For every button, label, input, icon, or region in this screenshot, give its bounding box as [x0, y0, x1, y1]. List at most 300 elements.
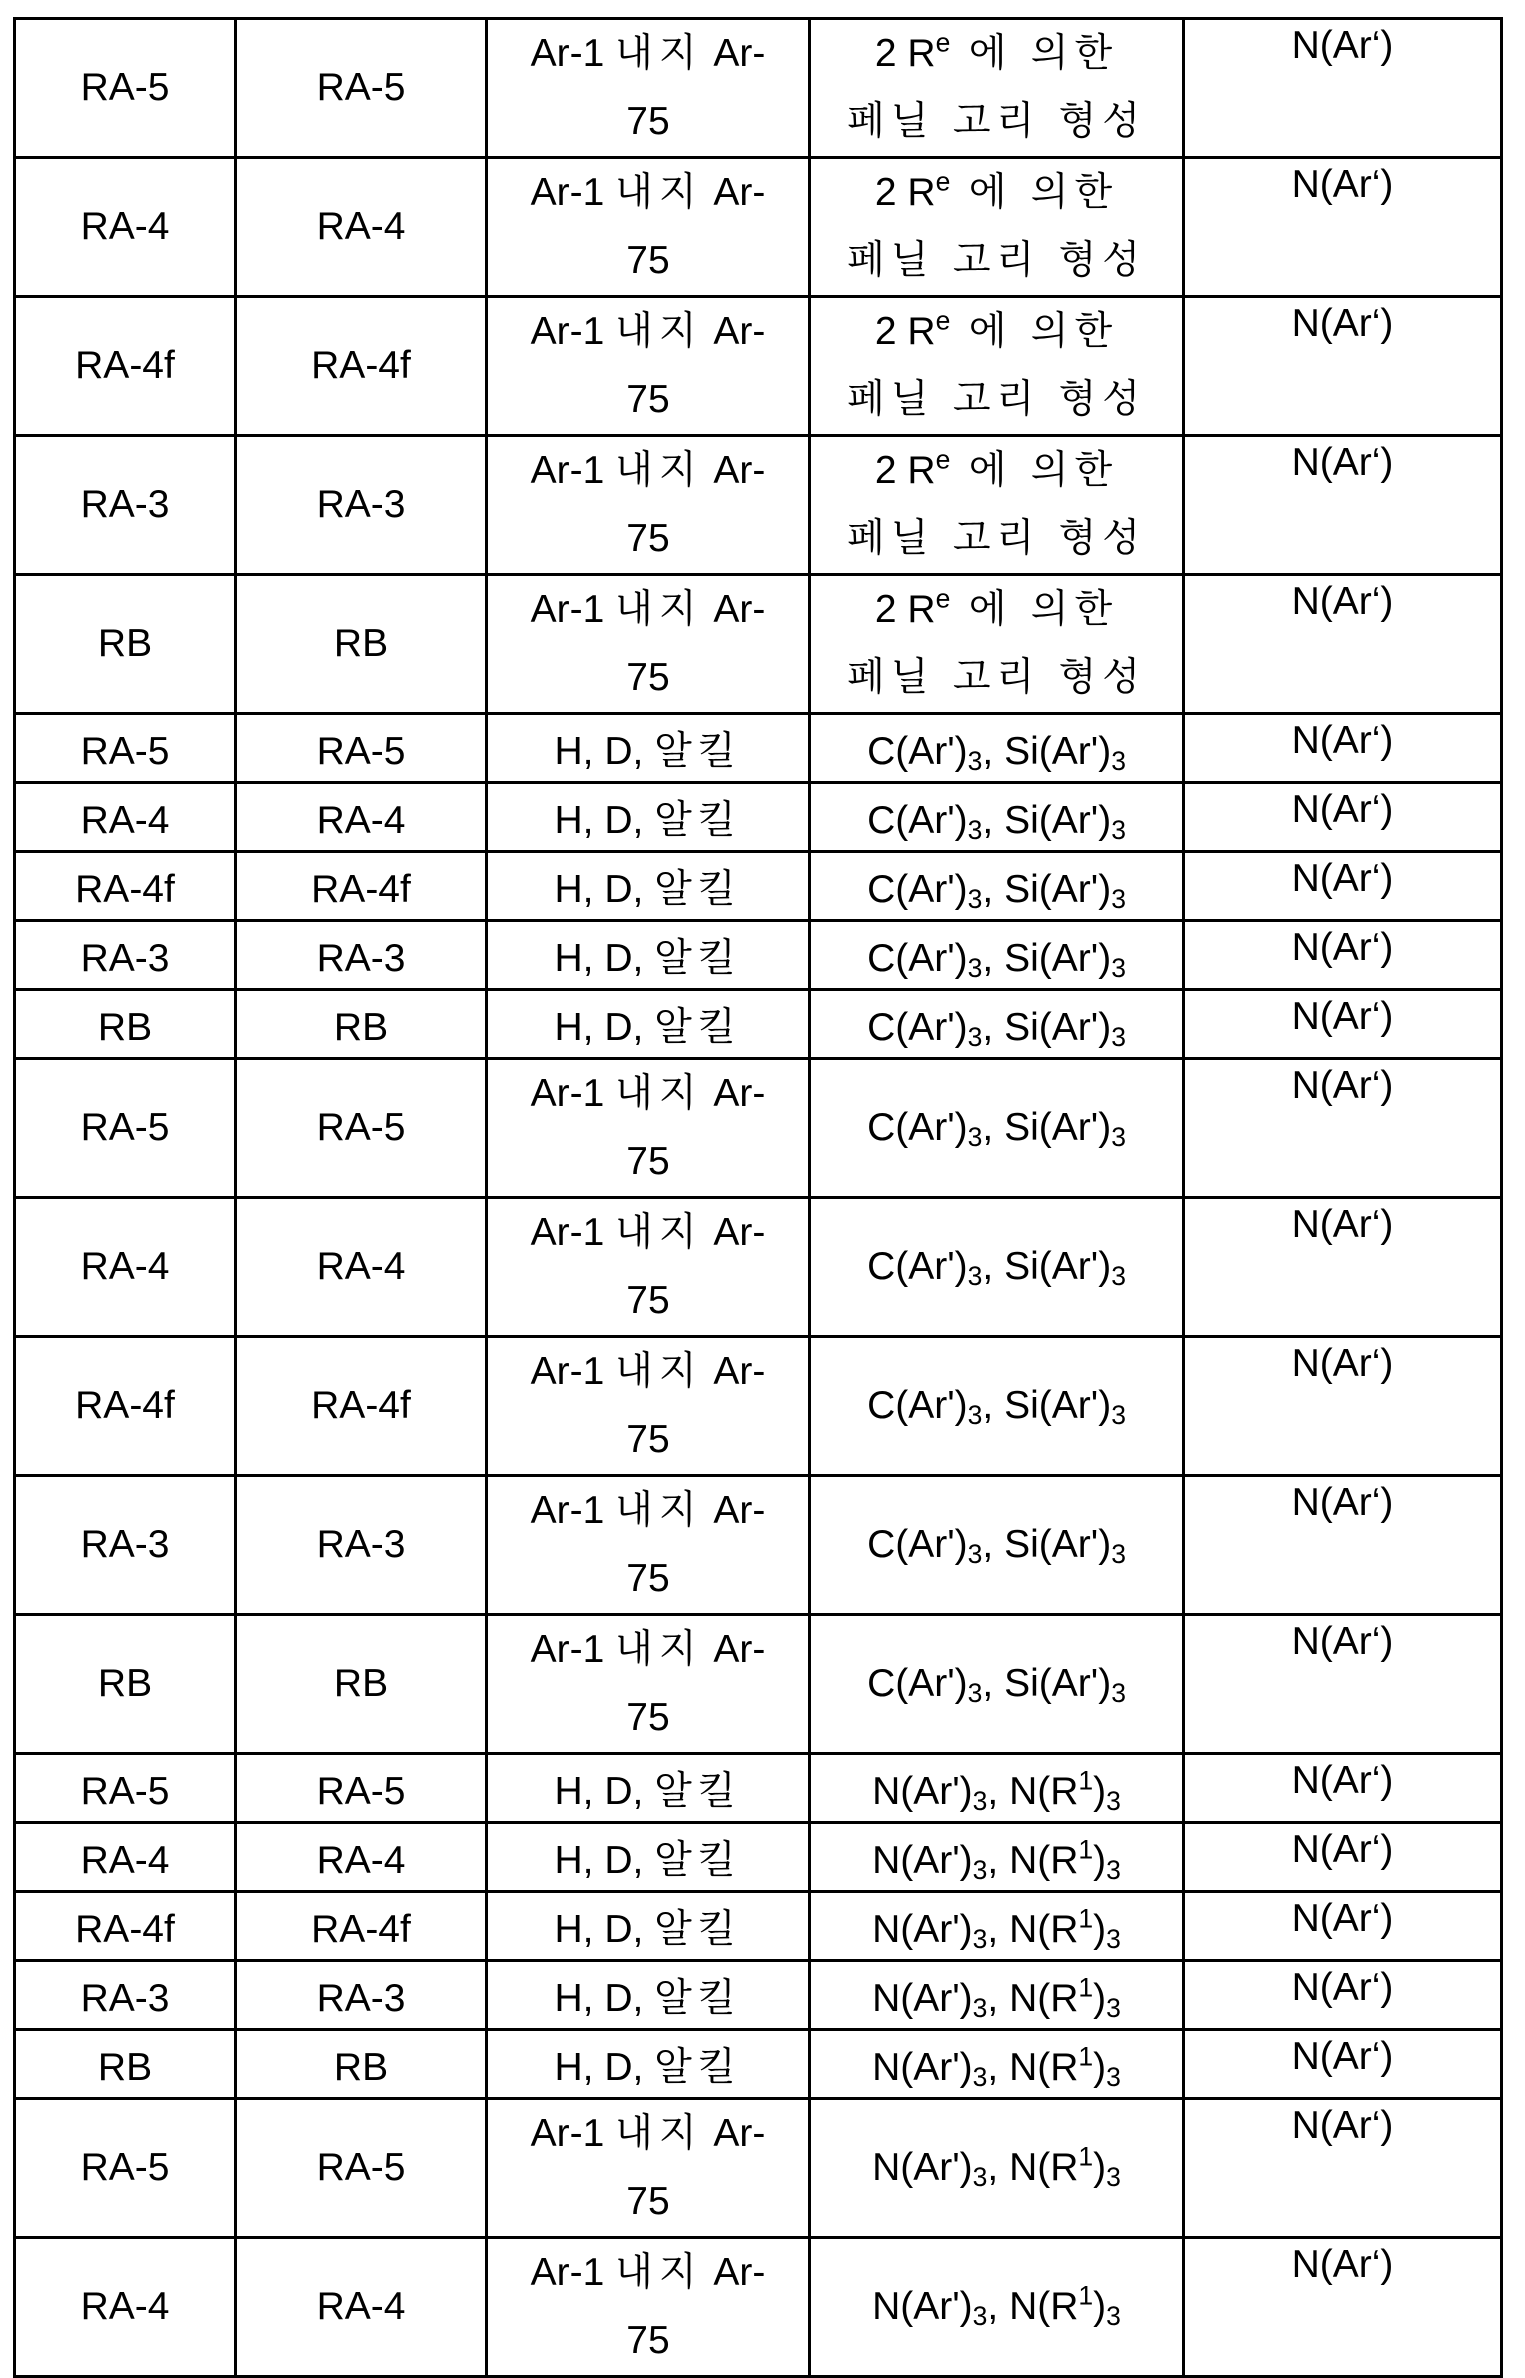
cell-group: [810, 990, 1184, 1059]
cell-n-ar: N(Ar‘): [1184, 1961, 1502, 2030]
ko-to: 내지: [615, 587, 703, 632]
ar-end-number: 75: [626, 656, 670, 699]
formula-n-ar: N(Ar'): [872, 2046, 973, 2089]
formula-n-ar: N(Ar'): [872, 1839, 973, 1882]
table-body: [15, 19, 1502, 2377]
cell-ring-b: RA-5: [236, 714, 487, 783]
subscript: 3: [972, 1923, 988, 1954]
separator: ,: [987, 1977, 1010, 2020]
ar-end-prefix: Ar-: [702, 1211, 766, 1254]
formula-n-r: N(R: [1009, 1839, 1079, 1882]
cell-ring-b: RA-5: [236, 19, 487, 158]
ar-end-prefix: Ar-: [702, 310, 766, 353]
table-row: [15, 2238, 1502, 2377]
formula-si: Si(Ar'): [1004, 937, 1112, 980]
re-prefix: 2 R: [874, 310, 936, 353]
re-prefix: 2 R: [874, 588, 936, 631]
cell-substituent: [487, 297, 810, 436]
cell-n-ar: N(Ar‘): [1184, 2030, 1502, 2099]
cell-ring-a: RB: [15, 2030, 236, 2099]
cell-group: [810, 1754, 1184, 1823]
separator: ,: [982, 1662, 1005, 1705]
formula-si: Si(Ar'): [1004, 1245, 1112, 1288]
separator: ,: [987, 2046, 1010, 2089]
subscript: 3: [1106, 2300, 1121, 2331]
subscript: 3: [1111, 814, 1126, 845]
cell-group: [810, 1476, 1184, 1615]
cell-group: [810, 436, 1184, 575]
ar-end-number: 75: [626, 378, 670, 421]
ko-to: 내지: [615, 31, 703, 76]
cell-ring-a: RB: [15, 990, 236, 1059]
ko-phenyl-ring: 페닐 고리 형성: [847, 516, 1146, 561]
table-row: [15, 990, 1502, 1059]
subscript: 3: [1106, 2161, 1121, 2192]
hd-prefix: H, D,: [554, 730, 655, 773]
ar-end-prefix: Ar-: [702, 171, 766, 214]
table-row: [15, 1892, 1502, 1961]
formula-si: Si(Ar'): [1004, 1662, 1112, 1705]
formula-c: C(Ar'): [867, 1106, 968, 1149]
cell-ring-a: RA-3: [15, 921, 236, 990]
ar-end-number: 75: [626, 100, 670, 143]
cell-substituent: [487, 852, 810, 921]
formula-c: C(Ar'): [867, 1662, 968, 1705]
cell-substituent: [487, 990, 810, 1059]
cell-ring-b: RA-5: [236, 2099, 487, 2238]
ko-to: 내지: [615, 1071, 703, 1116]
hd-prefix: H, D,: [554, 1770, 655, 1813]
table-row: [15, 297, 1502, 436]
ar-end-prefix: Ar-: [702, 449, 766, 492]
ko-to: 내지: [615, 1488, 703, 1533]
table-row: [15, 1198, 1502, 1337]
cell-group: [810, 297, 1184, 436]
cell-ring-a: RA-4f: [15, 1337, 236, 1476]
ko-by: 에 의한: [950, 31, 1119, 76]
cell-ring-b: RA-4f: [236, 852, 487, 921]
hd-prefix: H, D,: [554, 799, 655, 842]
cell-ring-b: RB: [236, 2030, 487, 2099]
separator: ,: [987, 2285, 1010, 2328]
cell-n-ar: N(Ar‘): [1184, 158, 1502, 297]
cell-group: [810, 783, 1184, 852]
subscript: 3: [1111, 745, 1126, 776]
ko-phenyl-ring: 페닐 고리 형성: [847, 655, 1146, 700]
cell-group: [810, 19, 1184, 158]
cell-ring-a: RA-4: [15, 783, 236, 852]
ar-start: Ar-1: [530, 32, 616, 75]
ko-alkyl: 알킬: [654, 1005, 742, 1050]
cell-substituent: [487, 1615, 810, 1754]
ko-to: 내지: [615, 448, 703, 493]
ko-to: 내지: [615, 170, 703, 215]
subscript: 3: [967, 1121, 983, 1152]
ko-alkyl: 알킬: [654, 1976, 742, 2021]
cell-ring-b: RA-5: [236, 1059, 487, 1198]
cell-substituent: [487, 158, 810, 297]
ko-alkyl: 알킬: [654, 1907, 742, 1952]
subscript: 3: [1111, 1260, 1126, 1291]
subscript: 3: [967, 1260, 983, 1291]
cell-ring-a: RA-4f: [15, 297, 236, 436]
formula-n-ar: N(Ar'): [872, 2146, 973, 2189]
formula-n-r: N(R: [1009, 1908, 1079, 1951]
cell-n-ar: N(Ar‘): [1184, 852, 1502, 921]
formula-c: C(Ar'): [867, 937, 968, 980]
table-row: [15, 852, 1502, 921]
subscript: 3: [1111, 952, 1126, 983]
cell-substituent: [487, 714, 810, 783]
table-row: [15, 1059, 1502, 1198]
separator: ,: [987, 1908, 1010, 1951]
formula-c: C(Ar'): [867, 799, 968, 842]
ar-start: Ar-1: [530, 1489, 616, 1532]
ar-end-number: 75: [626, 1418, 670, 1461]
cell-n-ar: N(Ar‘): [1184, 1059, 1502, 1198]
cell-group: [810, 714, 1184, 783]
ko-to: 내지: [615, 2111, 703, 2156]
subscript: 3: [967, 1538, 983, 1569]
cell-n-ar: N(Ar‘): [1184, 436, 1502, 575]
cell-ring-b: RA-4f: [236, 297, 487, 436]
cell-substituent: [487, 1476, 810, 1615]
re-prefix: 2 R: [874, 171, 936, 214]
subscript: 3: [967, 814, 983, 845]
superscript: 1: [1078, 1972, 1094, 2003]
separator: ,: [982, 1245, 1005, 1288]
subscript: 3: [1106, 1785, 1121, 1816]
table-row: [15, 1754, 1502, 1823]
ar-end-prefix: Ar-: [702, 1628, 766, 1671]
cell-substituent: [487, 1961, 810, 2030]
subscript: 3: [972, 2161, 988, 2192]
ar-end-prefix: Ar-: [702, 1350, 766, 1393]
close-paren: ): [1093, 1839, 1107, 1882]
ar-end-number: 75: [626, 239, 670, 282]
cell-group: [810, 1961, 1184, 2030]
ko-phenyl-ring: 페닐 고리 형성: [847, 377, 1146, 422]
cell-group: [810, 921, 1184, 990]
table-row: [15, 575, 1502, 714]
cell-ring-b: RB: [236, 990, 487, 1059]
hd-prefix: H, D,: [554, 1839, 655, 1882]
cell-ring-a: RA-4f: [15, 852, 236, 921]
ar-end-prefix: Ar-: [702, 2112, 766, 2155]
ko-to: 내지: [615, 309, 703, 354]
formula-c: C(Ar'): [867, 1006, 968, 1049]
superscript: 1: [1078, 2141, 1094, 2172]
cell-group: [810, 1059, 1184, 1198]
subscript: 3: [967, 1021, 983, 1052]
ar-start: Ar-1: [530, 1211, 616, 1254]
subscript: 3: [972, 1785, 988, 1816]
ar-end-prefix: Ar-: [702, 1072, 766, 1115]
subscript: 3: [967, 745, 983, 776]
cell-substituent: [487, 1337, 810, 1476]
ko-alkyl: 알킬: [654, 2045, 742, 2090]
hd-prefix: H, D,: [554, 1908, 655, 1951]
cell-ring-a: RA-4: [15, 1823, 236, 1892]
cell-substituent: [487, 2099, 810, 2238]
ar-end-number: 75: [626, 1557, 670, 1600]
cell-ring-b: RA-5: [236, 1754, 487, 1823]
ar-end-number: 75: [626, 2319, 670, 2362]
ko-to: 내지: [615, 1349, 703, 1394]
superscript: 1: [1078, 1903, 1094, 1934]
formula-c: C(Ar'): [867, 1245, 968, 1288]
formula-n-r: N(R: [1009, 2146, 1079, 2189]
cell-substituent: [487, 1059, 810, 1198]
ko-phenyl-ring: 페닐 고리 형성: [847, 238, 1146, 283]
ar-start: Ar-1: [530, 1350, 616, 1393]
cell-ring-a: RA-4: [15, 2238, 236, 2377]
cell-ring-b: RA-3: [236, 1476, 487, 1615]
table-row: [15, 1823, 1502, 1892]
cell-n-ar: N(Ar‘): [1184, 2238, 1502, 2377]
formula-c: C(Ar'): [867, 1523, 968, 1566]
subscript: 3: [1111, 1021, 1126, 1052]
ko-alkyl: 알킬: [654, 936, 742, 981]
separator: ,: [982, 937, 1005, 980]
cell-ring-a: RA-4: [15, 158, 236, 297]
ar-end-prefix: Ar-: [702, 1489, 766, 1532]
superscript: 1: [1078, 1834, 1094, 1865]
formula-n-ar: N(Ar'): [872, 1908, 973, 1951]
cell-ring-b: RA-4: [236, 783, 487, 852]
cell-ring-a: RA-5: [15, 1754, 236, 1823]
cell-group: [810, 2238, 1184, 2377]
cell-n-ar: N(Ar‘): [1184, 1198, 1502, 1337]
table-row: [15, 921, 1502, 990]
table-row: [15, 714, 1502, 783]
superscript: 1: [1078, 2280, 1094, 2311]
close-paren: ): [1093, 2146, 1107, 2189]
re-superscript: e: [935, 444, 951, 475]
re-superscript: e: [935, 27, 951, 58]
cell-n-ar: N(Ar‘): [1184, 1754, 1502, 1823]
ko-alkyl: 알킬: [654, 1769, 742, 1814]
hd-prefix: H, D,: [554, 937, 655, 980]
cell-substituent: [487, 1892, 810, 1961]
close-paren: ): [1093, 2285, 1107, 2328]
ar-end-number: 75: [626, 1696, 670, 1739]
ar-end-number: 75: [626, 1140, 670, 1183]
cell-ring-b: RB: [236, 1615, 487, 1754]
cell-group: [810, 1823, 1184, 1892]
ar-start: Ar-1: [530, 449, 616, 492]
cell-n-ar: N(Ar‘): [1184, 1892, 1502, 1961]
cell-n-ar: N(Ar‘): [1184, 990, 1502, 1059]
formula-si: Si(Ar'): [1004, 799, 1112, 842]
cell-ring-a: RA-3: [15, 1961, 236, 2030]
formula-si: Si(Ar'): [1004, 1006, 1112, 1049]
cell-ring-b: RB: [236, 575, 487, 714]
cell-substituent: [487, 575, 810, 714]
separator: ,: [982, 730, 1005, 773]
separator: ,: [982, 1006, 1005, 1049]
formula-si: Si(Ar'): [1004, 868, 1112, 911]
ar-end-number: 75: [626, 1279, 670, 1322]
superscript: 1: [1078, 1765, 1094, 1796]
re-superscript: e: [935, 305, 951, 336]
cell-group: [810, 1892, 1184, 1961]
subscript: 3: [1106, 1854, 1121, 1885]
ko-alkyl: 알킬: [654, 867, 742, 912]
close-paren: ): [1093, 1977, 1107, 2020]
cell-group: [810, 1337, 1184, 1476]
subscript: 3: [972, 2300, 988, 2331]
table-row: [15, 158, 1502, 297]
ko-by: 에 의한: [950, 170, 1119, 215]
ko-alkyl: 알킬: [654, 729, 742, 774]
cell-ring-b: RA-4: [236, 1823, 487, 1892]
separator: ,: [982, 868, 1005, 911]
cell-group: [810, 1198, 1184, 1337]
hd-prefix: H, D,: [554, 1006, 655, 1049]
ko-alkyl: 알킬: [654, 798, 742, 843]
cell-ring-a: RA-5: [15, 2099, 236, 2238]
subscript: 3: [1111, 1538, 1126, 1569]
cell-ring-a: RA-3: [15, 1476, 236, 1615]
cell-group: [810, 852, 1184, 921]
cell-n-ar: N(Ar‘): [1184, 714, 1502, 783]
cell-substituent: [487, 783, 810, 852]
subscript: 3: [967, 1399, 983, 1430]
subscript: 3: [972, 1854, 988, 1885]
ko-by: 에 의한: [950, 587, 1119, 632]
ar-start: Ar-1: [530, 2251, 616, 2294]
formula-c: C(Ar'): [867, 868, 968, 911]
ar-start: Ar-1: [530, 588, 616, 631]
ko-phenyl-ring: 페닐 고리 형성: [847, 99, 1146, 144]
ar-start: Ar-1: [530, 310, 616, 353]
re-superscript: e: [935, 583, 951, 614]
ko-to: 내지: [615, 1210, 703, 1255]
ko-by: 에 의한: [950, 448, 1119, 493]
formula-n-r: N(R: [1009, 2046, 1079, 2089]
formula-c: C(Ar'): [867, 1384, 968, 1427]
formula-si: Si(Ar'): [1004, 1523, 1112, 1566]
subscript: 3: [1111, 1399, 1126, 1430]
cell-ring-a: RA-4f: [15, 1892, 236, 1961]
cell-ring-a: RA-4: [15, 1198, 236, 1337]
cell-n-ar: N(Ar‘): [1184, 1337, 1502, 1476]
cell-ring-a: RB: [15, 1615, 236, 1754]
subscript: 3: [972, 2061, 988, 2092]
cell-n-ar: N(Ar‘): [1184, 783, 1502, 852]
ar-end-prefix: Ar-: [702, 588, 766, 631]
hd-prefix: H, D,: [554, 1977, 655, 2020]
substituent-table: [13, 17, 1503, 2378]
formula-n-ar: N(Ar'): [872, 2285, 973, 2328]
subscript: 3: [972, 1992, 988, 2023]
separator: ,: [987, 2146, 1010, 2189]
cell-n-ar: N(Ar‘): [1184, 1823, 1502, 1892]
cell-ring-b: RA-4f: [236, 1892, 487, 1961]
cell-group: [810, 1615, 1184, 1754]
table-row: [15, 2099, 1502, 2238]
cell-ring-b: RA-4: [236, 1198, 487, 1337]
cell-substituent: [487, 19, 810, 158]
formula-n-ar: N(Ar'): [872, 1977, 973, 2020]
ar-start: Ar-1: [530, 171, 616, 214]
subscript: 3: [1111, 1677, 1126, 1708]
subscript: 3: [967, 952, 983, 983]
ar-end-number: 75: [626, 517, 670, 560]
hd-prefix: H, D,: [554, 2046, 655, 2089]
subscript: 3: [967, 883, 983, 914]
close-paren: ): [1093, 1770, 1107, 1813]
cell-group: [810, 2030, 1184, 2099]
close-paren: ): [1093, 1908, 1107, 1951]
cell-ring-b: RA-4: [236, 2238, 487, 2377]
table-row: [15, 1337, 1502, 1476]
formula-n-r: N(R: [1009, 2285, 1079, 2328]
ko-alkyl: 알킬: [654, 1838, 742, 1883]
subscript: 3: [1106, 2061, 1121, 2092]
subscript: 3: [1111, 1121, 1126, 1152]
re-prefix: 2 R: [874, 32, 936, 75]
ar-start: Ar-1: [530, 2112, 616, 2155]
formula-c: C(Ar'): [867, 730, 968, 773]
table-row: [15, 1961, 1502, 2030]
cell-substituent: [487, 2030, 810, 2099]
ar-end-prefix: Ar-: [702, 32, 766, 75]
subscript: 3: [1106, 1992, 1121, 2023]
cell-group: [810, 575, 1184, 714]
cell-ring-b: RA-3: [236, 436, 487, 575]
cell-substituent: [487, 2238, 810, 2377]
cell-ring-b: RA-3: [236, 921, 487, 990]
cell-n-ar: N(Ar‘): [1184, 921, 1502, 990]
cell-n-ar: N(Ar‘): [1184, 1476, 1502, 1615]
table-row: [15, 436, 1502, 575]
formula-si: Si(Ar'): [1004, 1106, 1112, 1149]
separator: ,: [982, 799, 1005, 842]
close-paren: ): [1093, 2046, 1107, 2089]
formula-si: Si(Ar'): [1004, 1384, 1112, 1427]
superscript: 1: [1078, 2041, 1094, 2072]
table-row: [15, 1476, 1502, 1615]
separator: ,: [987, 1839, 1010, 1882]
ar-start: Ar-1: [530, 1072, 616, 1115]
subscript: 3: [1111, 883, 1126, 914]
separator: ,: [982, 1384, 1005, 1427]
ar-start: Ar-1: [530, 1628, 616, 1671]
cell-n-ar: N(Ar‘): [1184, 19, 1502, 158]
table-row: [15, 2030, 1502, 2099]
cell-substituent: [487, 436, 810, 575]
ar-end-number: 75: [626, 2180, 670, 2223]
ko-to: 내지: [615, 1627, 703, 1672]
subscript: 3: [967, 1677, 983, 1708]
re-prefix: 2 R: [874, 449, 936, 492]
table-row: [15, 19, 1502, 158]
cell-ring-b: RA-4: [236, 158, 487, 297]
cell-group: [810, 2099, 1184, 2238]
cell-substituent: [487, 921, 810, 990]
hd-prefix: H, D,: [554, 868, 655, 911]
cell-substituent: [487, 1198, 810, 1337]
cell-substituent: [487, 1754, 810, 1823]
formula-si: Si(Ar'): [1004, 730, 1112, 773]
cell-n-ar: N(Ar‘): [1184, 575, 1502, 714]
table-row: [15, 783, 1502, 852]
cell-n-ar: N(Ar‘): [1184, 297, 1502, 436]
cell-ring-b: RA-3: [236, 1961, 487, 2030]
formula-n-ar: N(Ar'): [872, 1770, 973, 1813]
